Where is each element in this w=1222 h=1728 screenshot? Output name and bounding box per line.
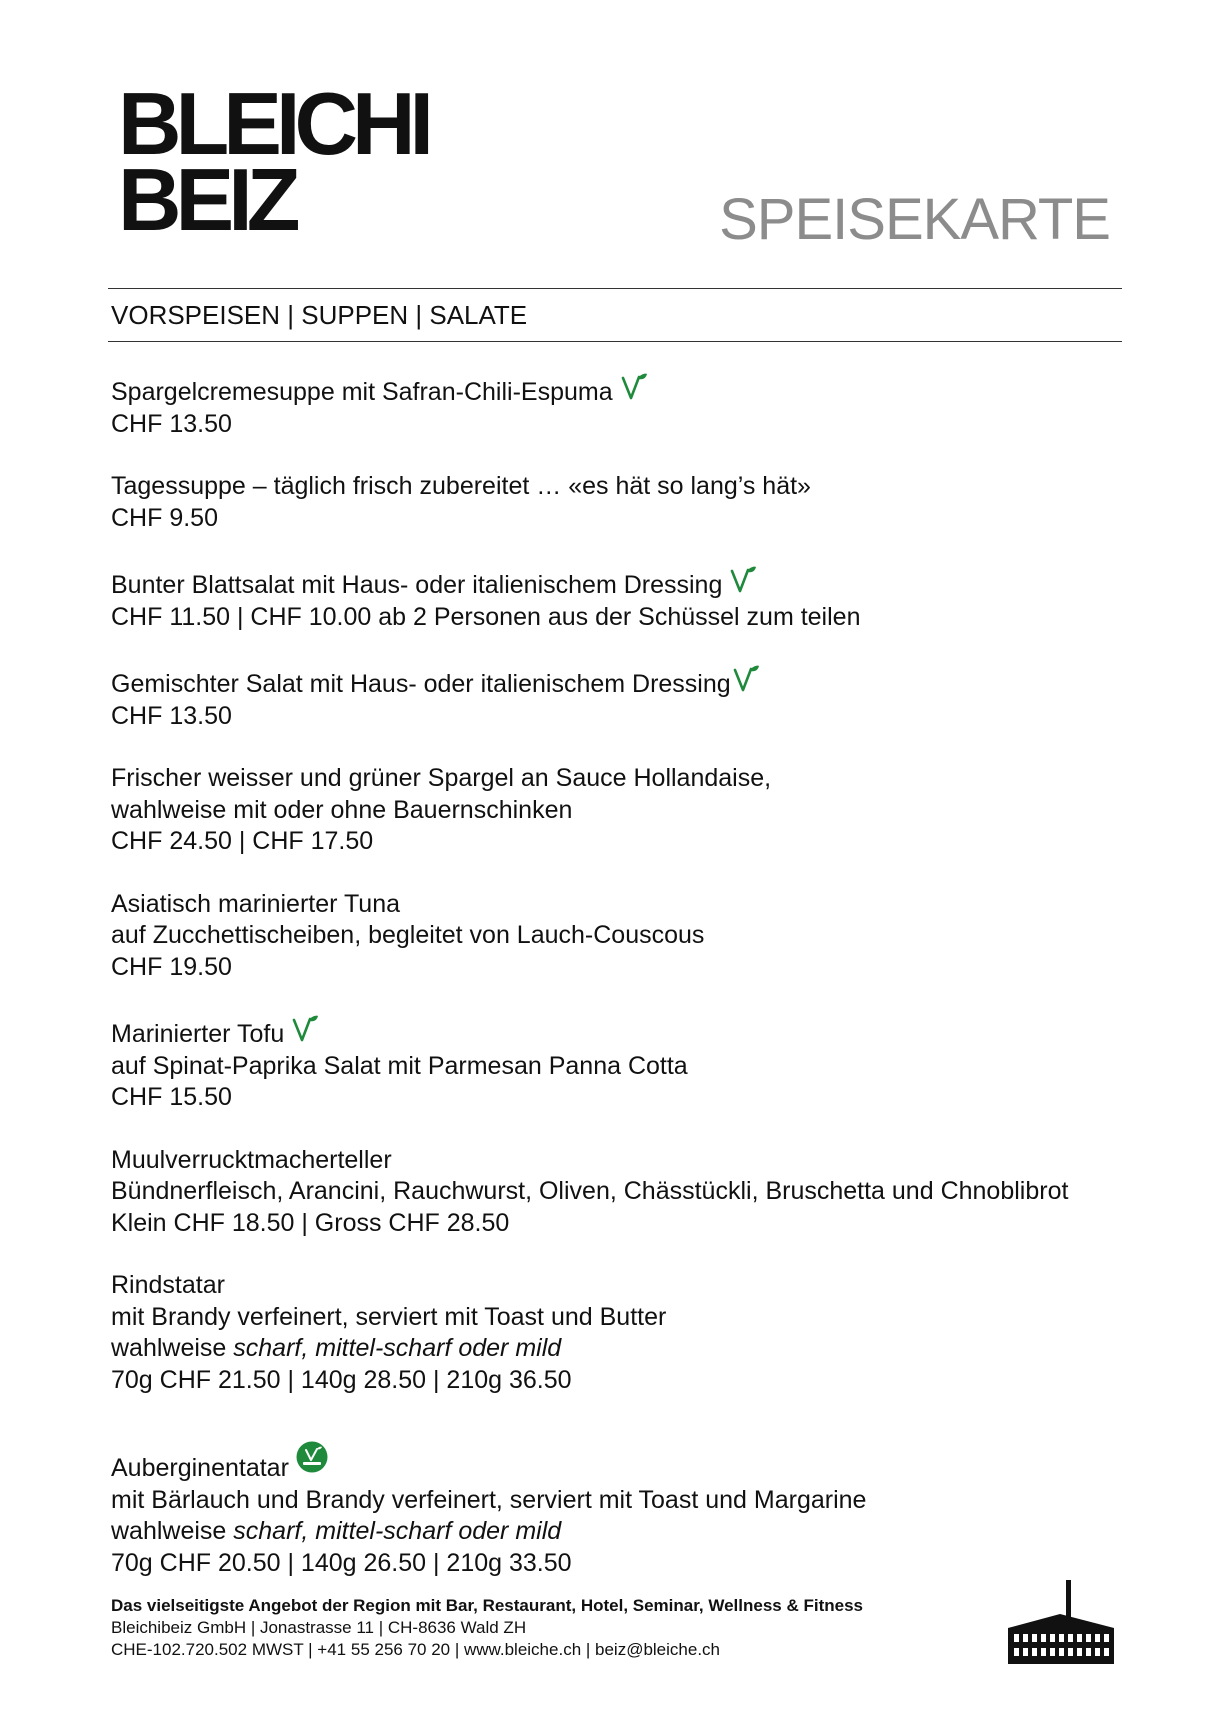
menu-item [111, 664, 1121, 732]
item-description: mit Brandy verfeinert, serviert mit Toast und Butter [111, 1302, 667, 1331]
item-option [111, 1516, 1121, 1548]
item-price: CHF 19.50 [111, 952, 232, 981]
option-prefix: wahlweise [111, 1334, 234, 1362]
item-title: Tagessuppe – täglich frisch zubereitet … «es hät so lang’s hät» [111, 472, 811, 500]
menu-item [111, 1014, 1121, 1114]
divider-bottom [108, 341, 1122, 342]
item-price: 70g CHF 21.50 | 140g 28.50 | 210g 36.50 [111, 1365, 572, 1394]
factory-building-icon [1006, 1580, 1116, 1666]
item-price: CHF 13.50 [111, 701, 232, 730]
option-choices: scharf, mittel-scharf oder mild [233, 1334, 562, 1362]
option-choices: scharf, mittel-scharf oder mild [233, 1517, 562, 1545]
section-heading: VORSPEISEN | SUPPEN | SALATE [111, 300, 528, 330]
item-option [111, 1333, 1121, 1365]
item-price: CHF 11.50 | CHF 10.00 ab 2 Personen aus der Schüssel zum teilen [111, 602, 861, 631]
item-price: CHF 15.50 [111, 1083, 232, 1111]
vegan-badge-icon [295, 1440, 329, 1474]
item-price: Klein CHF 18.50 | Gross CHF 28.50 [111, 1208, 510, 1237]
footer [111, 1595, 863, 1661]
item-title: Asiatisch marinierter Tuna [111, 889, 401, 918]
vegetarian-v-icon [731, 664, 761, 694]
item-title: Rindstatar [111, 1271, 225, 1299]
item-title: Auberginentatar [111, 1454, 289, 1482]
footer-address: Bleichibeiz GmbH | Jonastrasse 11 | CH-8636 Wald ZH [111, 1618, 527, 1637]
page-title: SPEISEKARTE [719, 187, 1110, 252]
menu-item [111, 372, 1121, 440]
item-description: wahlweise mit oder ohne Bauernschinken [111, 795, 573, 824]
footer-contact: CHE-102.720.502 MWST | +41 55 256 70 20 | www.bleiche.ch | beiz@bleiche.ch [111, 1640, 721, 1659]
logo [118, 74, 428, 249]
item-price: CHF 9.50 [111, 503, 218, 532]
item-title: Bunter Blattsalat mit Haus- oder italienischem Dressing [111, 571, 723, 599]
menu-item [111, 1145, 1121, 1240]
item-description: auf Zucchettischeiben, begleitet von Lauch-Couscous [111, 921, 705, 949]
item-title: Spargelcremesuppe mit Safran-Chili-Espuma [111, 378, 613, 406]
item-description: auf Spinat-Paprika Salat mit Parmesan Panna Cotta [111, 1051, 688, 1080]
menu-item [111, 565, 1121, 633]
vegetarian-v-icon [290, 1014, 320, 1044]
footer-tagline: Das vielseitigste Angebot der Region mit Bar, Restaurant, Hotel, Seminar, Wellness & Fitness [111, 1596, 863, 1615]
menu-list [111, 372, 1121, 1610]
item-title: Marinierter Tofu [111, 1020, 285, 1048]
item-description: mit Bärlauch und Brandy verfeinert, serviert mit Toast und Margarine [111, 1485, 867, 1514]
item-description: Bündnerfleisch, Arancini, Rauchwurst, Oliven, Chässtückli, Bruschetta und Chnoblibrot [111, 1177, 1069, 1205]
menu-item [111, 1440, 1121, 1579]
divider-top [108, 288, 1122, 289]
item-price: 70g CHF 20.50 | 140g 26.50 | 210g 33.50 [111, 1548, 572, 1577]
item-title: Frischer weisser und grüner Spargel an Sauce Hollandaise, [111, 764, 772, 792]
menu-item [111, 1270, 1121, 1396]
menu-item [111, 471, 1121, 534]
logo-line-2: BEIZ [118, 150, 295, 249]
item-title: Muulverrucktmacherteller [111, 1145, 392, 1174]
item-price: CHF 24.50 | CHF 17.50 [111, 827, 374, 855]
item-title: Gemischter Salat mit Haus- oder italienischem Dressing [111, 670, 731, 698]
vegetarian-v-icon [728, 565, 758, 595]
logo-line-1: BLEICHI [118, 74, 428, 173]
option-prefix: wahlweise [111, 1517, 234, 1545]
vegetarian-v-icon [619, 372, 649, 402]
item-price: CHF 13.50 [111, 409, 232, 438]
menu-item [111, 763, 1121, 858]
menu-item [111, 889, 1121, 984]
